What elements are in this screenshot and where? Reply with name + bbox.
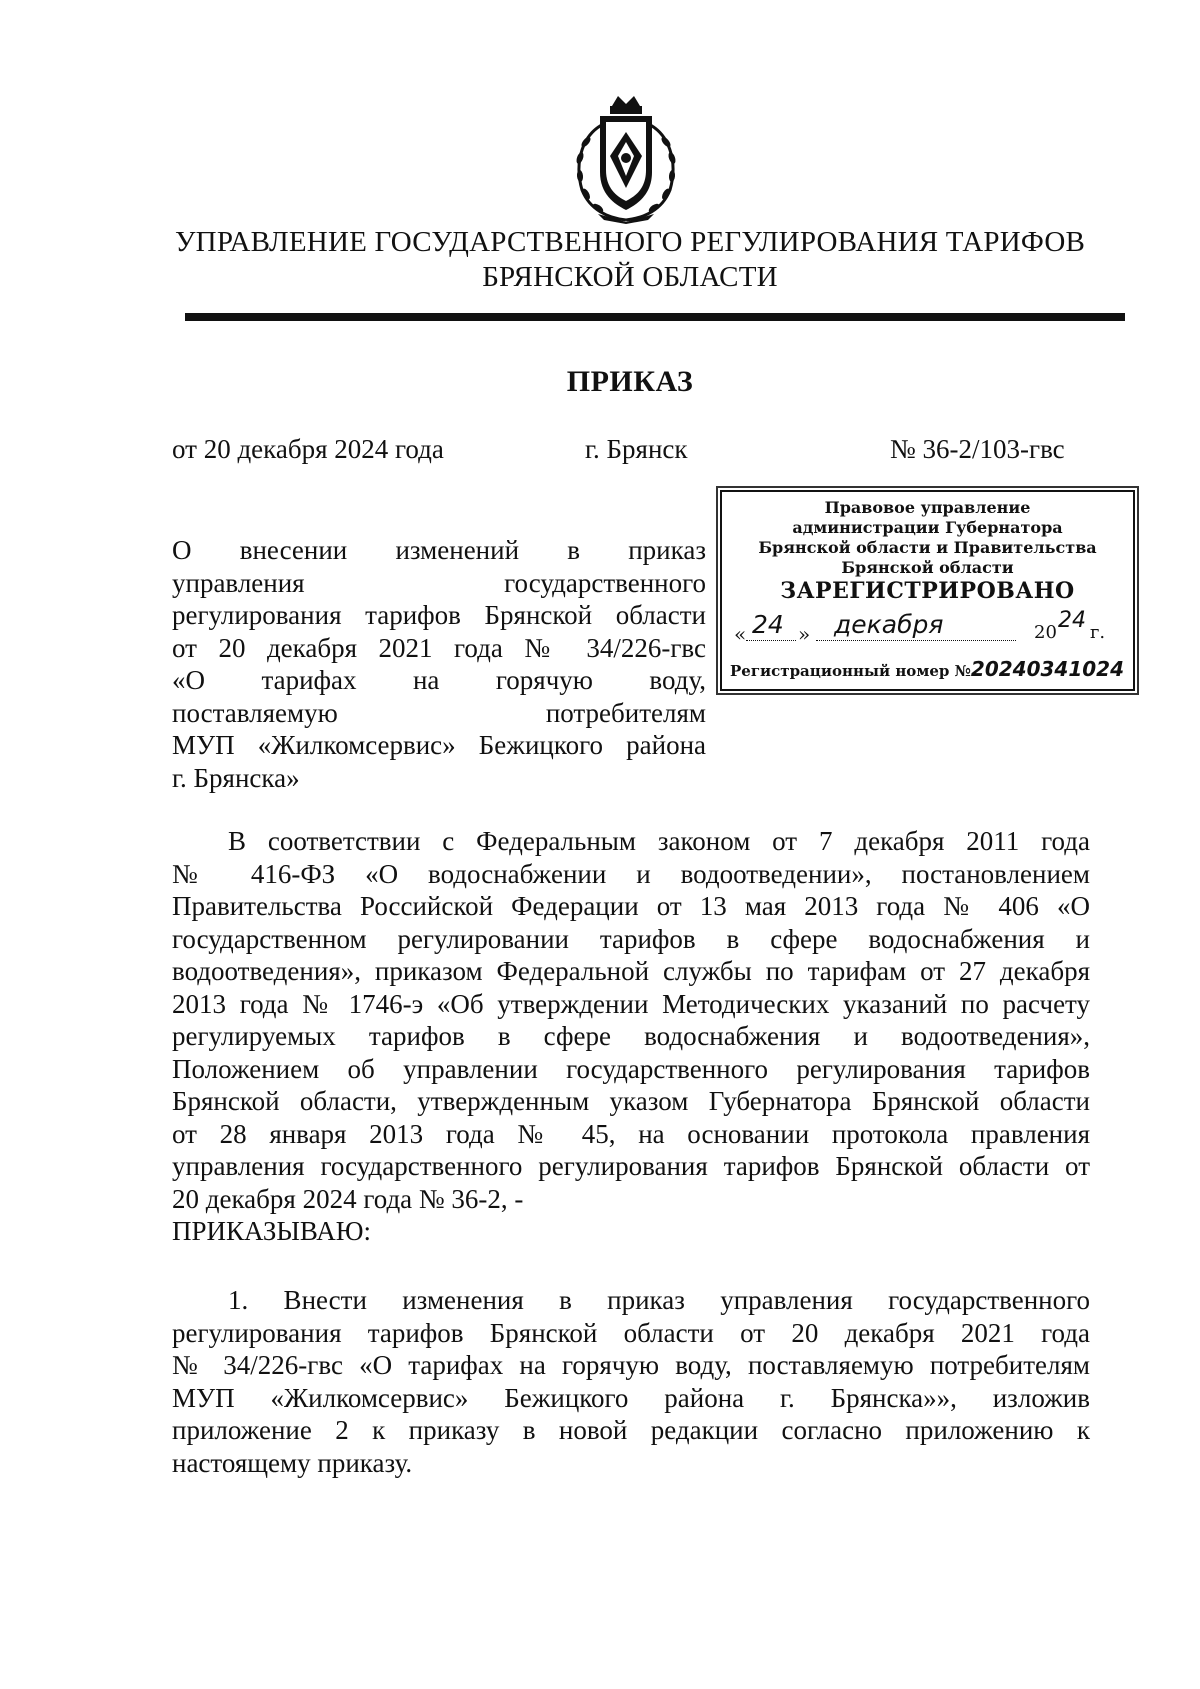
stamp-day: 24 <box>752 610 784 639</box>
coat-of-arms-emblem <box>568 92 684 224</box>
document-title: ПРИКАЗ <box>566 365 694 398</box>
body-line: В соответствии с Федеральным законом от 7 декабря 2011 года <box>228 826 1090 856</box>
body-line: государственном регулировании тарифов в сфере водоснабжения и <box>172 923 1090 954</box>
stamp-month: декабря <box>834 610 944 639</box>
body-line: регулирования тарифов Брянской области от 20 декабря 2021 года <box>172 1317 1090 1348</box>
body-line: Положением об управлении государственного регулирования тарифов <box>172 1053 1090 1084</box>
subject-line: г. Брянска» <box>172 762 300 793</box>
registration-stamp <box>720 490 1135 691</box>
header-divider <box>185 313 1125 321</box>
body-line: регулируемых тарифов в сфере водоснабжения и водоотведения», <box>172 1021 1090 1051</box>
document-subject <box>172 534 706 794</box>
body-line: МУП «Жилкомсервис» Бежицкого района г. Брянска»», изложив <box>172 1382 1090 1413</box>
subject-line: МУП «Жилкомсервис» Бежицкого района <box>172 730 706 760</box>
body-line: Брянской области, утвержденным указом Губернатора Брянской области <box>172 1086 1090 1116</box>
body-line: управления государственного регулирования тарифов Брянской области от <box>172 1151 1090 1181</box>
body-line: настоящему приказу. <box>172 1447 413 1478</box>
stamp-registration-number <box>730 657 1124 681</box>
stamp-line: Брянской области <box>841 558 1014 577</box>
body-line: Правительства Российской Федерации от 13 мая 2013 года № 406 «О <box>172 891 1090 921</box>
body-line: приложение 2 к приказу в новой редакции согласно приложению к <box>172 1415 1090 1445</box>
body-line: водоотведения», приказом Федеральной службы по тарифам от 27 декабря <box>172 956 1090 986</box>
stamp-year-prefix: 20 <box>1034 622 1057 643</box>
organization-name-line2: БРЯНСКОЙ ОБЛАСТИ <box>482 261 778 293</box>
order-keyword: ПРИКАЗЫВАЮ: <box>172 1216 371 1246</box>
stamp-reg-value: 20240341024 <box>970 657 1124 681</box>
stamp-status: ЗАРЕГИСТРИРОВАНО <box>780 578 1075 604</box>
body-line: № 416-ФЗ «О водоснабжении и водоотведении», постановлением <box>172 858 1090 889</box>
stamp-line: администрации Губернатора <box>792 518 1063 537</box>
order-item-1 <box>172 1284 1090 1479</box>
stamp-reg-label: Регистрационный номер № <box>730 662 971 680</box>
document-date: от 20 декабря 2024 года <box>172 434 444 464</box>
stamp-line: Брянской области и Правительства <box>758 538 1097 557</box>
stamp-year-unit: г. <box>1090 622 1106 643</box>
body-line: 1. Внести изменения в приказ управления государственного <box>228 1285 1090 1315</box>
body-line: 2013 года № 1746-э «Об утверждении Методических указаний по расчету <box>172 988 1090 1019</box>
document-number: № 36-2/103-гвс <box>890 434 1065 464</box>
subject-line: поставляемую потребителям <box>172 697 706 728</box>
document-city: г. Брянск <box>585 434 688 464</box>
organization-name-line1: УПРАВЛЕНИЕ ГОСУДАРСТВЕННОГО РЕГУЛИРОВАНИЯ ТАРИФОВ <box>174 226 1086 258</box>
preamble-paragraph <box>172 825 1090 1248</box>
stamp-year-suffix: 24 <box>1058 608 1086 633</box>
body-line: № 34/226-гвс «О тарифах на горячую воду, поставляемую потребителям <box>172 1350 1090 1380</box>
subject-line: О внесении изменений в приказ <box>172 535 706 565</box>
subject-line: «О тарифах на горячую воду, <box>172 665 706 695</box>
body-line: от 28 января 2013 года № 45, на основании протокола правления <box>172 1118 1090 1149</box>
stamp-date-line: « 24 » декабря 20 24 г. <box>734 608 1106 646</box>
body-line: 20 декабря 2024 года № 36-2, - <box>172 1183 524 1214</box>
subject-line: управления государственного <box>172 567 706 598</box>
subject-line: от 20 декабря 2021 года № 34/226-гвс <box>172 632 706 663</box>
subject-line: регулирования тарифов Брянской области <box>172 600 706 630</box>
stamp-line: Правовое управление <box>824 498 1031 517</box>
